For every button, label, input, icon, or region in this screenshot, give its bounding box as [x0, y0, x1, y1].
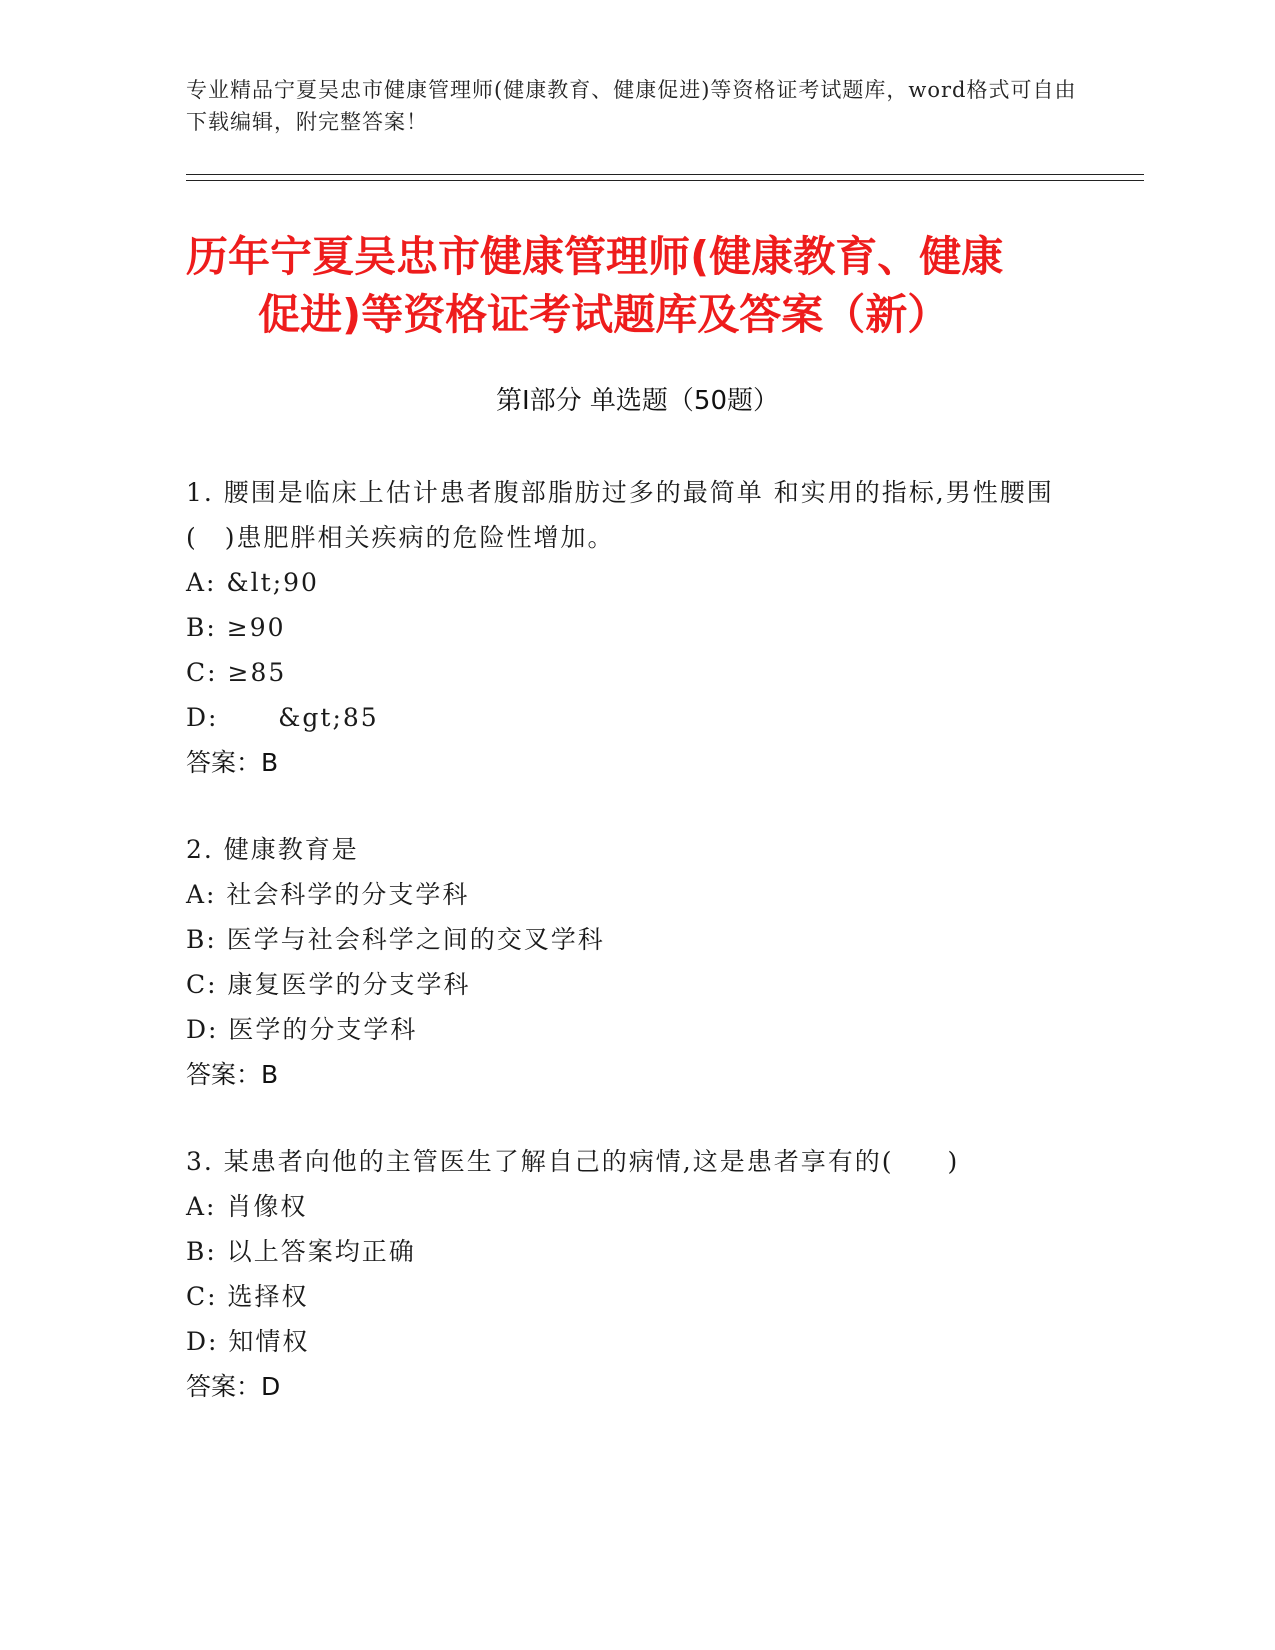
header-note: 专业精品宁夏吴忠市健康管理师(健康教育、健康促进)等资格证考试题库，word格式可自由下载编辑，附完整答案！ — [186, 78, 1077, 134]
answer: 答案：B — [186, 748, 279, 777]
question-3 — [186, 1139, 1086, 1409]
option-b: B: 医学与社会科学之间的交叉学科 — [186, 925, 605, 954]
option-a: A: &lt;90 — [186, 568, 319, 597]
answer: 答案：D — [186, 1372, 281, 1401]
option-d: D: &gt;85 — [186, 703, 379, 732]
option-a: A: 社会科学的分支学科 — [186, 880, 470, 909]
document-title-line1: 历年宁夏吴忠市健康管理师(健康教育、健康 — [186, 232, 1004, 281]
question-2 — [186, 827, 1086, 1097]
document-title-line2: 促进)等资格证考试题库及答案（新） — [258, 290, 950, 339]
option-a: A: 肖像权 — [186, 1192, 308, 1221]
section-title: 第Ⅰ部分 单选题（50题） — [495, 386, 780, 416]
option-c: C: ≥85 — [186, 658, 287, 687]
question-text: 1. 腰围是临床上估计患者腹部脂肪过多的最简单 和实用的指标,男性腰围( )患肥胖相关疾病的危险性增加。 — [186, 478, 1054, 552]
question-list — [186, 470, 1086, 1451]
question-1 — [186, 470, 1086, 785]
option-b: B: 以上答案均正确 — [186, 1237, 416, 1266]
option-c: C: 康复医学的分支学科 — [186, 970, 471, 999]
option-b: B: ≥90 — [186, 613, 286, 642]
option-d: D: 医学的分支学科 — [186, 1015, 418, 1044]
option-d: D: 知情权 — [186, 1327, 310, 1356]
question-text: 2. 健康教育是 — [186, 835, 359, 864]
answer: 答案：B — [186, 1060, 279, 1089]
option-c: C: 选择权 — [186, 1282, 309, 1311]
header-divider-bottom — [186, 180, 1144, 181]
header-divider-top — [186, 174, 1144, 175]
question-text: 3. 某患者向他的主管医生了解自己的病情,这是患者享有的( ) — [186, 1147, 960, 1176]
document-title — [186, 228, 1106, 344]
